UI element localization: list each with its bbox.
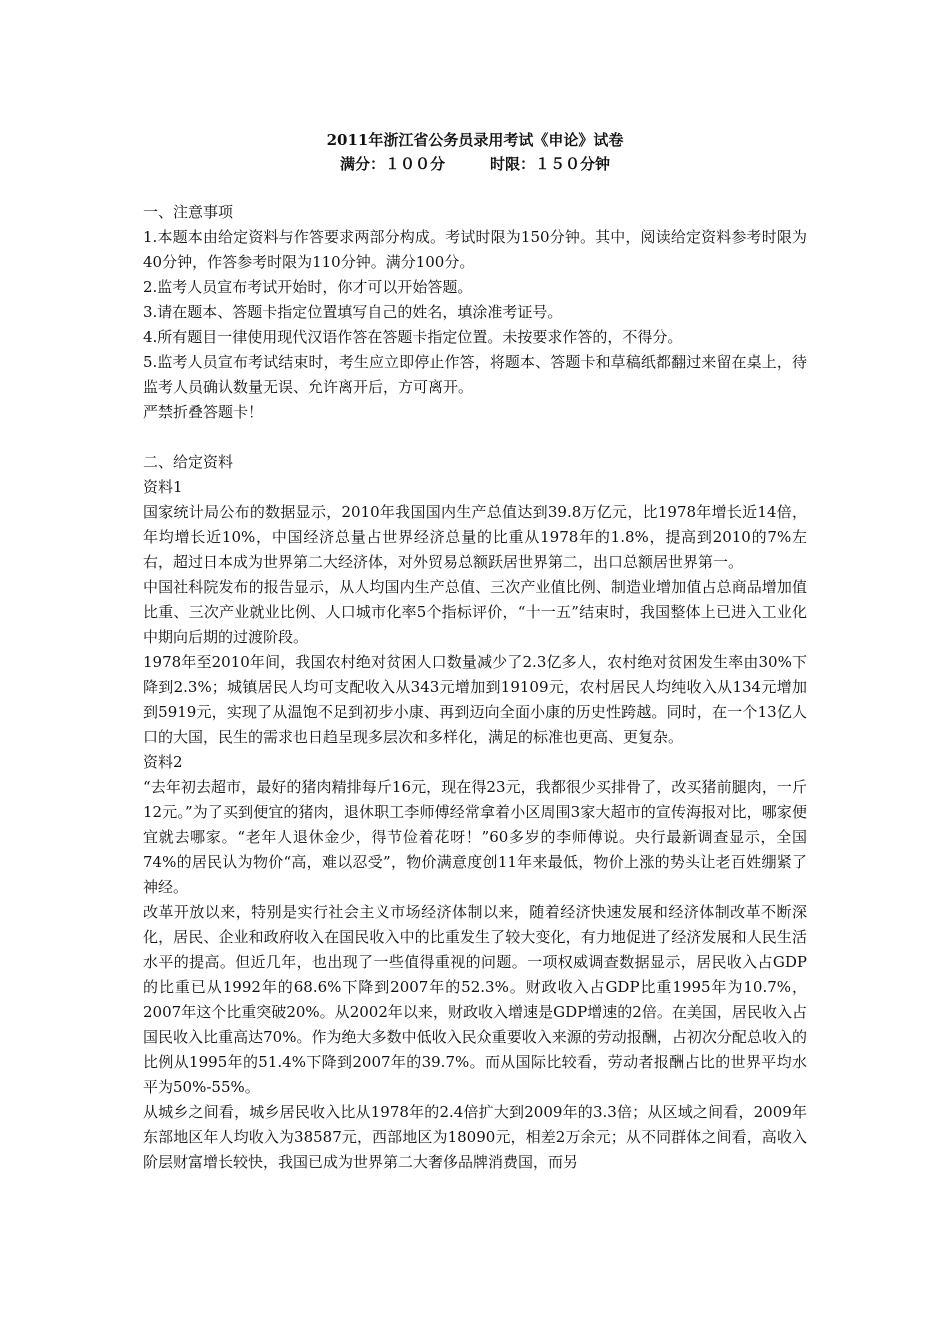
notice-item: 4.所有题目一律使用现代汉语作答在答题卡指定位置。未按要求作答的，不得分。 bbox=[143, 328, 683, 346]
document-page bbox=[143, 128, 807, 1175]
notice-item: 1.本题本由给定资料与作答要求两部分构成。考试时限为150分钟。其中，阅读给定资料参考时限为40分钟，作答参考时限为110分钟。满分100分。 bbox=[143, 228, 807, 271]
document-body bbox=[143, 200, 807, 1175]
section-heading-materials: 二、给定资料 bbox=[143, 453, 234, 471]
material-paragraph: 从城乡之间看，城乡居民收入比从1978年的2.4倍扩大到2009年的3.3倍；从区域之间看，2009年东部地区年人均收入为38587元，西部地区为18090元，相差2万余元；从不同群体之间看，高收入阶层财富增长较快，我国已成为世界第二大奢侈品牌消费国，而另 bbox=[143, 1103, 807, 1171]
material-paragraph: 1978年至2010年间，我国农村绝对贫困人口数量减少了2.3亿多人，农村绝对贫困发生率由30%下降到2.3%；城镇居民人均可支配收入从343元增加到19109元，农村居民人均纯收入从134元增加到5919元，实现了从温饱不足到初步小康、再到迈向全面小康的历史性跨越。同时，在一个13亿人口的大国，民生的需求也日趋呈现多层次和多样化，满足的标准也更高、更复杂。 bbox=[143, 653, 807, 746]
notice-item: 3.请在题本、答题卡指定位置填写自己的姓名，填涂准考证号。 bbox=[143, 303, 563, 321]
material-paragraph: “去年初去超市，最好的猪肉精排每斤16元，现在得23元，我都很少买排骨了，改买猪前腿肉，一斤12元。”为了买到便宜的猪肉，退休职工李师傅经常拿着小区周围3家大超市的宣传海报对比，哪家便宜就去哪家。“老年人退休金少，得节俭着花呀！”60多岁的李师傅说。央行最新调查显示，全国74%的居民认为物价“高，难以忍受”，物价满意度创11年来最低，物价上涨的势头让老百姓绷紧了神经。 bbox=[143, 778, 807, 896]
material-label: 资料2 bbox=[143, 753, 183, 771]
page-title: 2011年浙江省公务员录用考试《申论》试卷 bbox=[326, 131, 624, 149]
notice-item: 5.监考人员宣布考试结束时，考生应立即停止作答，将题本、答题卡和草稿纸都翻过来留在桌上，待监考人员确认数量无误、允许离开后，方可离开。 bbox=[143, 353, 807, 396]
section-heading-notes: 一、注意事项 bbox=[143, 203, 234, 221]
notice-item: 2.监考人员宣布考试开始时，你才可以开始答题。 bbox=[143, 278, 473, 296]
section-spacer bbox=[143, 425, 807, 450]
material-paragraph: 中国社科院发布的报告显示，从人均国内生产总值、三次产业值比例、制造业增加值占总商品增加值比重、三次产业就业比例、人口城市化率5个指标评价，“十一五”结束时，我国整体上已进入工业化中期向后期的过渡阶段。 bbox=[143, 578, 807, 646]
material-paragraph: 改革开放以来，特别是实行社会主义市场经济体制以来，随着经济快速发展和经济体制改革不断深化，居民、企业和政府收入在国民收入中的比重发生了较大变化，有力地促进了经济发展和人民生活水平的提高。但近几年，也出现了一些值得重视的问题。一项权威调查数据显示，居民收入占GDP的比重已从1992年的68.6%下降到2007年的52.3%。财政收入占GDP比重1995年为10.7%，2007年这个比重突破20%。从2002年以来，财政收入增速是GDP增速的2倍。在美国，居民收入占国民收入比重高达70%。作为绝大多数中低收入民众重要收入来源的劳动报酬，占初次分配总收入的比例从1995年的51.4%下降到2007年的39.7%。而从国际比较看，劳动者报酬占比的世界平均水平为50%-55%。 bbox=[143, 903, 807, 1096]
material-label: 资料1 bbox=[143, 478, 183, 496]
score-time-info: 满分：１００分 时限：１５０分钟 bbox=[339, 155, 610, 173]
notice-warning: 严禁折叠答题卡！ bbox=[143, 403, 264, 421]
material-paragraph: 国家统计局公布的数据显示，2010年我国国内生产总值达到39.8万亿元，比1978年增长近14倍，年均增长近10%，中国经济总量占世界经济总量的比重从1978年的1.8%，提高到2010的7%左右，超过日本成为世界第二大经济体，对外贸易总额跃居世界第二，出口总额居世界第一。 bbox=[143, 503, 807, 571]
